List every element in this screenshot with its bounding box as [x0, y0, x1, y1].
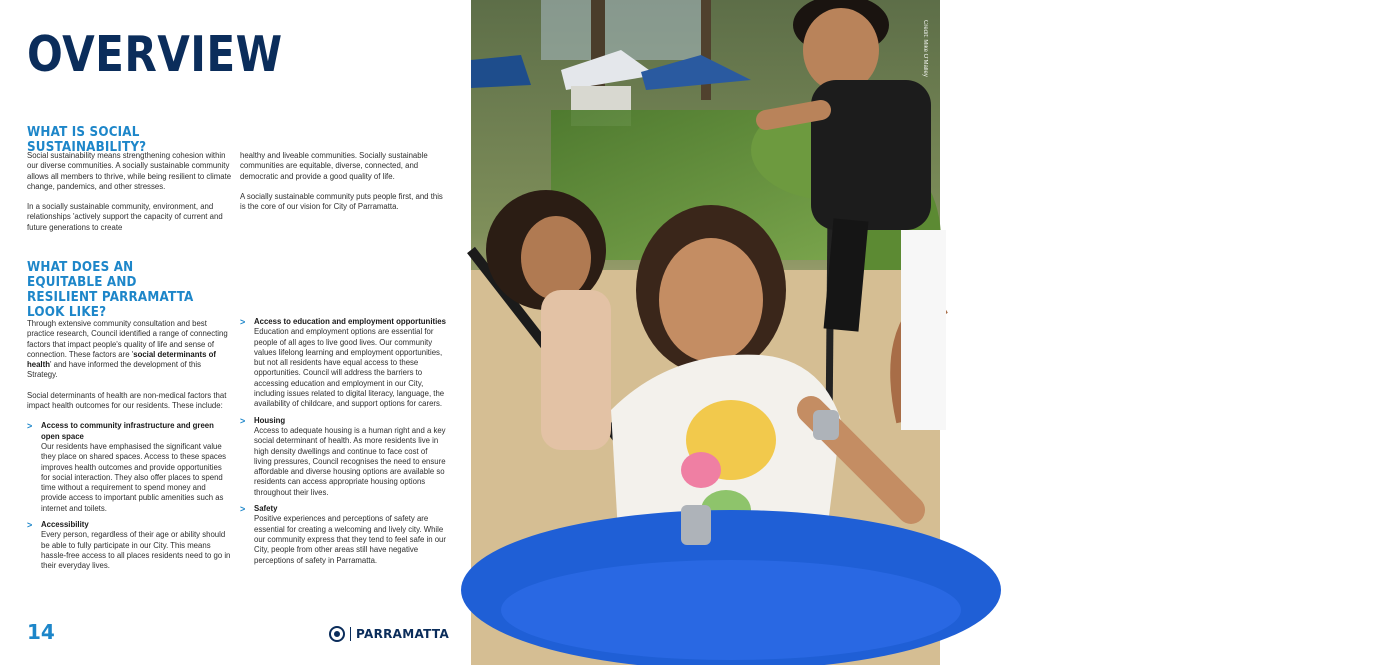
intro-column-right — [240, 151, 445, 222]
chevron-right-icon: > — [27, 421, 33, 432]
paragraph — [27, 319, 232, 381]
chevron-right-icon: > — [240, 504, 246, 515]
intro-column-left — [27, 151, 232, 243]
swing-seat-inner — [501, 560, 961, 660]
bullet-item — [240, 504, 446, 566]
leg — [841, 220, 851, 330]
shirt — [541, 290, 611, 450]
chevron-right-icon: > — [27, 520, 33, 531]
children-on-swing-photo — [471, 0, 940, 665]
parramatta-logo — [329, 626, 449, 642]
tree-trunk — [701, 0, 711, 100]
bullet-title: Accessibility — [41, 520, 89, 530]
marquee-tent — [471, 55, 531, 88]
face — [659, 238, 763, 362]
paragraph: A socially sustainable community puts people first, and this is the core of our vision for City of Parramatta. — [240, 191, 443, 212]
bullet-list-left — [27, 421, 232, 571]
shirt-print — [681, 452, 721, 488]
bullet-title: Access to education and employment opportunities — [254, 317, 446, 326]
page-number-right: 15 — [1359, 620, 1387, 644]
face — [803, 8, 879, 92]
section-heading-social-sustainability: WHAT IS SOCIAL SUSTAINABILITY? — [27, 125, 147, 155]
swing-chain-bracket — [681, 505, 711, 545]
section-heading-equitable-parramatta: WHAT DOES AN EQUITABLE AND RESILIENT PARRAMATTA LOOK LIKE? — [27, 260, 194, 320]
bullet-title: Safety — [254, 504, 278, 514]
emphasis-text: social determinants of health — [27, 349, 216, 370]
bullet-item — [240, 416, 446, 498]
face — [521, 216, 591, 300]
sky-patch — [541, 0, 711, 60]
paragraph: In a socially sustainable community, environment, and relationships 'actively support the capacity of current and future generations to create — [27, 202, 223, 232]
city-seal-icon — [329, 626, 345, 642]
bullet-title: Access to community infrastructure and green open space — [41, 421, 214, 441]
bullet-body: Education and employment options are essential for people of all ages to live good lives. Our community values lifelong learning and employment opportunities, but not all residents have equal access to these opportunities. Council will address the barriers to accessing education and employment in our City, including issues related to digital literacy, language, the availability of childcare, and support options for carers. — [254, 327, 445, 409]
bullet-item — [240, 317, 446, 410]
text-span: Through extensive community consultation and best practice research, Council identified a range of connecting factors that impact people's quality of life and sense of connection. These factors are ' — [27, 319, 228, 359]
bullet-body: Our residents have emphasised the significant value they place on shared spaces. Access to these spaces improves health outcomes and provide opportunities for social interaction. They also offer places to spend time without a requirement to spend money and provide access to important public amenities such as internet and toilets. — [41, 441, 227, 513]
shirt — [901, 230, 946, 430]
determinants-column-left — [27, 319, 232, 578]
logo-wordmark: PARRAMATTA — [356, 627, 450, 641]
chevron-right-icon: > — [240, 317, 246, 327]
bullet-body: Positive experiences and perceptions of safety are essential for creating a welcoming and lively city. While our community express that they tend to feel safe in our City, people from other areas still have negative perceptions of safety in Parramatta. — [254, 514, 446, 565]
paragraph: Social determinants of health are non-medical factors that impact health outcomes for our residents. These include: — [27, 390, 227, 411]
text-span: ' and have informed the development of this Strategy. — [27, 360, 201, 380]
determinants-column-right — [240, 317, 446, 572]
shirt — [811, 80, 931, 230]
swing-chain-bracket — [813, 410, 839, 440]
bullet-body: Access to adequate housing is a human right and a key social determinant of health. As more residents live in high density dwellings and continue to face cost of living pressures, Council recognises the need to ensure affordable and diverse housing options are available so residents can access appropriate housing options throughout their lives. — [254, 425, 446, 497]
paragraph: healthy and liveable communities. Socially sustainable communities are equitable, diverse, connected, and democratic and provide a good quality of life. — [240, 151, 428, 181]
logo-divider — [350, 627, 351, 641]
chevron-right-icon: > — [240, 415, 246, 426]
page-title: OVERVIEW — [27, 26, 283, 83]
page-number-left: 14 — [27, 620, 55, 644]
bullet-body: Every person, regardless of their age or ability should be able to fully participate in our City. This means hassle-free access to all places residents need to go in their everyday lives. — [41, 530, 231, 571]
bullet-item — [27, 421, 232, 514]
bullet-item — [27, 520, 232, 571]
photo-credit: Credit: Mike O'Malley — [922, 20, 928, 77]
paragraph: Social sustainability means strengthening cohesion within our diverse communities. A socially sustainable community allows all members to thrive, while being resilient to climate change, pandemics, and other stresses. — [27, 151, 232, 191]
left-page — [0, 0, 471, 665]
child-far-right — [901, 230, 946, 430]
arm — [766, 110, 821, 120]
bullet-title: Housing — [254, 415, 286, 425]
right-page — [471, 0, 1387, 665]
